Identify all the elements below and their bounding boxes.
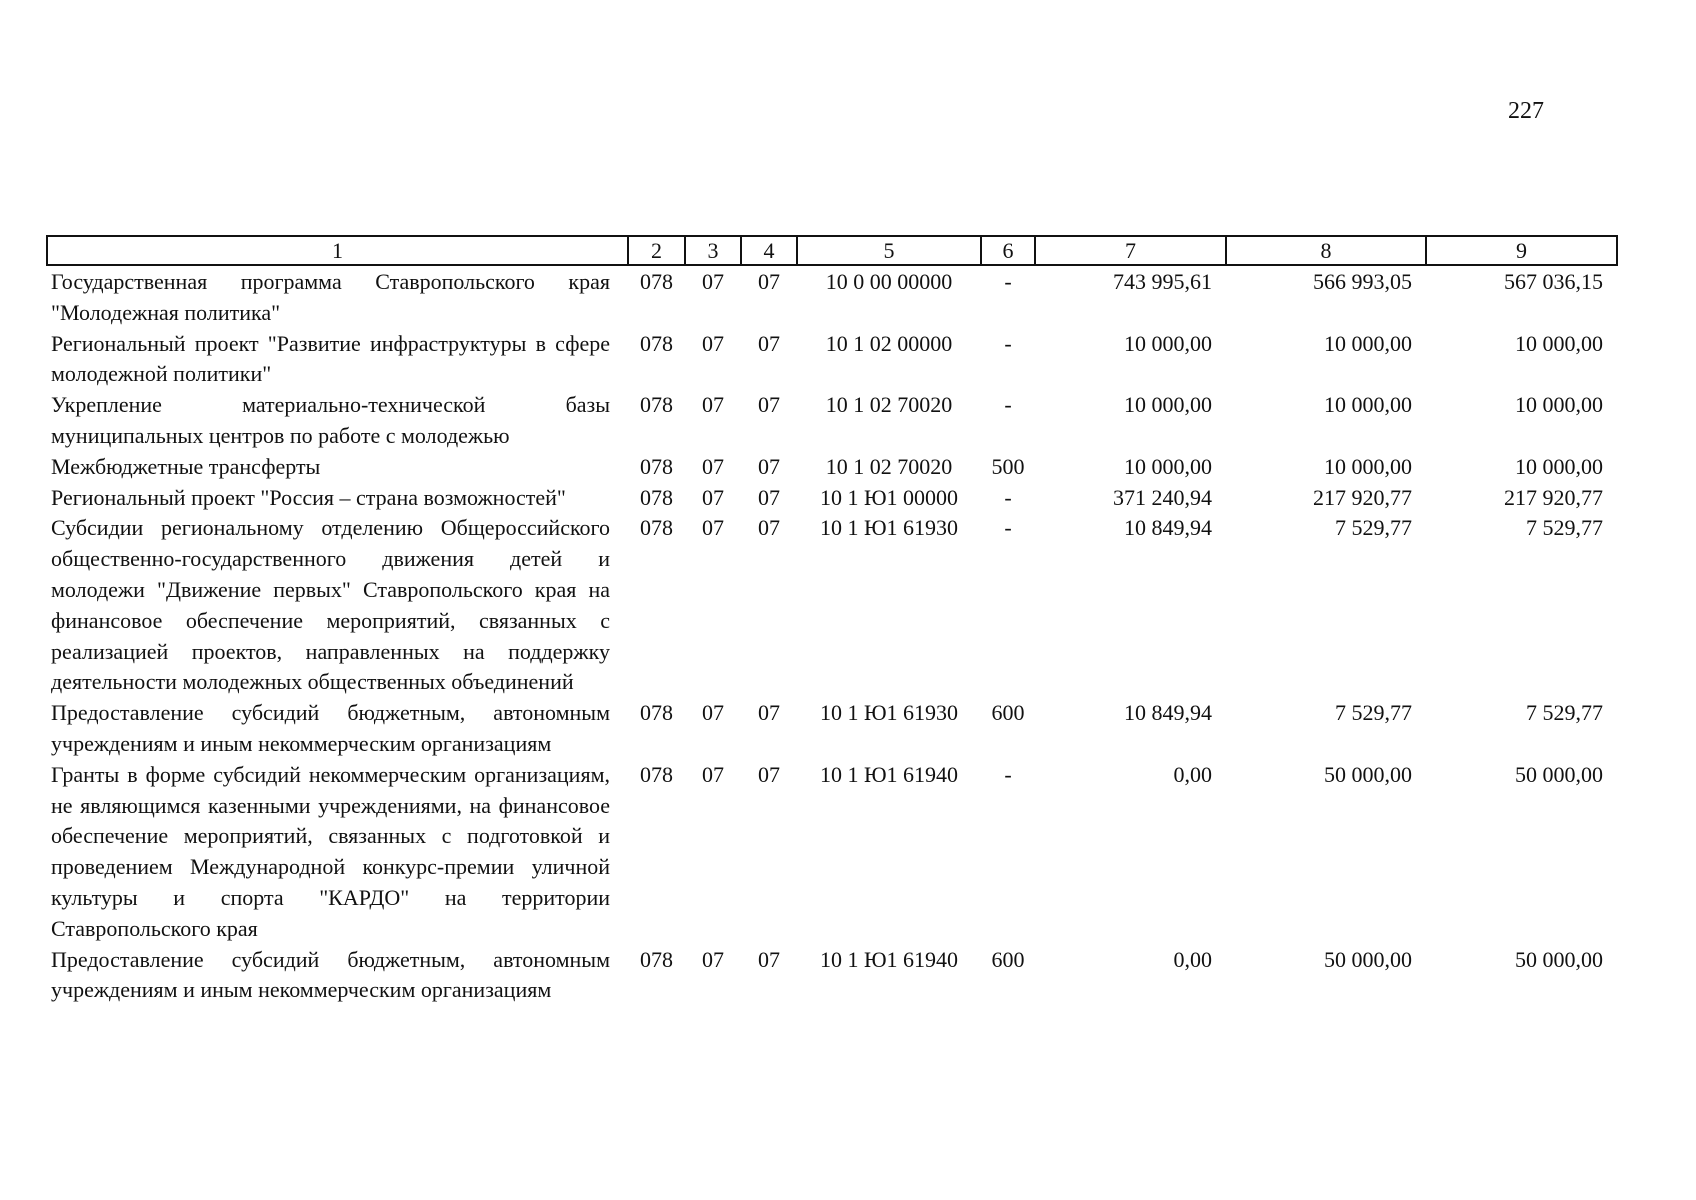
column-header: 1	[47, 236, 628, 265]
expense-type-code: -	[1004, 269, 1012, 294]
amount-col9: 217 920,77	[1504, 484, 1603, 510]
ministry-code: 078	[640, 700, 673, 726]
subsection-code: 07	[758, 330, 780, 356]
ministry-code: 078	[640, 946, 673, 972]
expense-type-code: -	[1004, 484, 1012, 510]
table-body	[47, 265, 1617, 1006]
amount-col9: 7 529,77	[1526, 700, 1603, 726]
amount-col9: 10 000,00	[1515, 392, 1603, 418]
item-name: Региональный проект "Развитие инфраструктуры в сфере молодежной политики"	[51, 330, 610, 387]
ministry-code: 078	[640, 484, 673, 510]
item-name: Межбюджетные трансферты	[51, 453, 321, 479]
column-header: 8	[1226, 236, 1426, 265]
item-name: Предоставление субсидий бюджетным, автономным учреждениям и иным некоммерческим организациям	[51, 946, 610, 1003]
amount-col7: 10 849,94	[1124, 515, 1212, 541]
expense-type-code: 600	[991, 946, 1025, 972]
target-article-code: 10 1 Ю1 61930	[819, 700, 959, 726]
column-header: 7	[1035, 236, 1226, 265]
target-article-code: 10 1 02 70020	[825, 392, 953, 418]
subsection-code: 07	[758, 700, 780, 726]
target-article-code: 10 1 02 00000	[825, 330, 953, 356]
ministry-code: 078	[640, 761, 673, 787]
amount-col7: 10 000,00	[1124, 330, 1212, 356]
target-article-code: 10 1 Ю1 61940	[819, 761, 959, 787]
table-row	[47, 329, 1617, 391]
item-name: Гранты в форме субсидий некоммерческим организациям, не являющимся казенными учреждениями, на финансовое обеспечение мероприятий, связанных с подготовкой и проведением Международной конкурс-премии уличной культуры и спорта "КАРДО" на территории Ставропольского края	[51, 761, 610, 941]
amount-col7: 0,00	[1173, 946, 1212, 972]
target-article-code: 10 1 Ю1 61930	[819, 515, 959, 541]
target-article-code: 10 1 02 70020	[825, 453, 953, 479]
ministry-code: 078	[640, 392, 673, 418]
column-header: 3	[685, 236, 741, 265]
item-name: Государственная программа Ставропольского края "Молодежная политика"	[51, 269, 610, 325]
amount-col7: 743 995,61	[1113, 269, 1212, 294]
subsection-code: 07	[758, 453, 780, 479]
ministry-code: 078	[640, 330, 673, 356]
amount-col8: 7 529,77	[1335, 515, 1412, 541]
amount-col7: 10 849,94	[1124, 700, 1212, 726]
ministry-code: 078	[640, 515, 673, 541]
subsection-code: 07	[758, 269, 780, 294]
subsection-code: 07	[758, 761, 780, 787]
section-code: 07	[702, 453, 724, 479]
table-row	[47, 945, 1617, 1007]
table-row	[47, 760, 1617, 945]
expense-type-code: 500	[991, 453, 1025, 479]
target-article-code: 10 1 Ю1 00000	[819, 484, 959, 510]
item-name: Укрепление материально-технической базы муниципальных центров по работе с молодежью	[51, 392, 610, 448]
target-article-code: 10 0 00 00000	[825, 269, 953, 294]
section-code: 07	[702, 761, 724, 787]
table-row	[47, 698, 1617, 760]
amount-col8: 7 529,77	[1335, 700, 1412, 726]
subsection-code: 07	[758, 946, 780, 972]
expense-type-code: -	[1004, 515, 1012, 541]
amount-col9: 10 000,00	[1515, 330, 1603, 356]
section-code: 07	[702, 269, 724, 294]
expense-type-code: -	[1004, 392, 1012, 418]
section-code: 07	[702, 330, 724, 356]
table-row	[47, 265, 1617, 329]
header-row	[47, 236, 1617, 265]
table-row	[47, 452, 1617, 483]
table-row	[47, 483, 1617, 514]
item-name: Региональный проект "Россия – страна возможностей"	[51, 484, 566, 510]
amount-col8: 10 000,00	[1324, 453, 1412, 479]
amount-col7: 10 000,00	[1124, 453, 1212, 479]
column-header: 4	[741, 236, 797, 265]
amount-col9: 50 000,00	[1515, 761, 1603, 787]
section-code: 07	[702, 700, 724, 726]
target-article-code: 10 1 Ю1 61940	[819, 946, 959, 972]
amount-col7: 0,00	[1173, 761, 1212, 787]
amount-col7: 371 240,94	[1113, 484, 1212, 510]
ministry-code: 078	[640, 453, 673, 479]
amount-col8: 10 000,00	[1324, 392, 1412, 418]
table-row	[47, 390, 1617, 452]
column-header: 5	[797, 236, 981, 265]
amount-col8: 50 000,00	[1324, 946, 1412, 972]
expense-type-code: -	[1004, 761, 1012, 787]
amount-col9: 10 000,00	[1515, 453, 1603, 479]
section-code: 07	[702, 515, 724, 541]
column-header: 6	[981, 236, 1035, 265]
section-code: 07	[702, 484, 724, 510]
amount-col9: 50 000,00	[1515, 946, 1603, 972]
ministry-code: 078	[640, 269, 673, 294]
expense-type-code: 600	[991, 700, 1025, 726]
column-header: 2	[628, 236, 685, 265]
amount-col8: 566 993,05	[1313, 269, 1412, 294]
amount-col8: 10 000,00	[1324, 330, 1412, 356]
amount-col8: 50 000,00	[1324, 761, 1412, 787]
subsection-code: 07	[758, 484, 780, 510]
expense-type-code: -	[1004, 330, 1012, 356]
table-header	[47, 236, 1617, 265]
amount-col8: 217 920,77	[1313, 484, 1412, 510]
amount-col7: 10 000,00	[1124, 392, 1212, 418]
section-code: 07	[702, 946, 724, 972]
item-name: Предоставление субсидий бюджетным, автономным учреждениям и иным некоммерческим организациям	[51, 700, 610, 756]
column-header: 9	[1426, 236, 1617, 265]
amount-col9: 567 036,15	[1504, 269, 1603, 294]
subsection-code: 07	[758, 515, 780, 541]
table-row	[47, 513, 1617, 698]
budget-table	[46, 235, 1618, 1006]
amount-col9: 7 529,77	[1526, 515, 1603, 541]
item-name: Субсидии региональному отделению Общероссийского общественно-государственного движения детей и молодежи "Движение первых" Ставропольского края на финансовое обеспечение мероприятий, связанных с реализацией проектов, направленных на поддержку деятельности молодежных общественных объединений	[51, 515, 610, 695]
page-number: 227	[1508, 98, 1544, 124]
section-code: 07	[702, 392, 724, 418]
subsection-code: 07	[758, 392, 780, 418]
